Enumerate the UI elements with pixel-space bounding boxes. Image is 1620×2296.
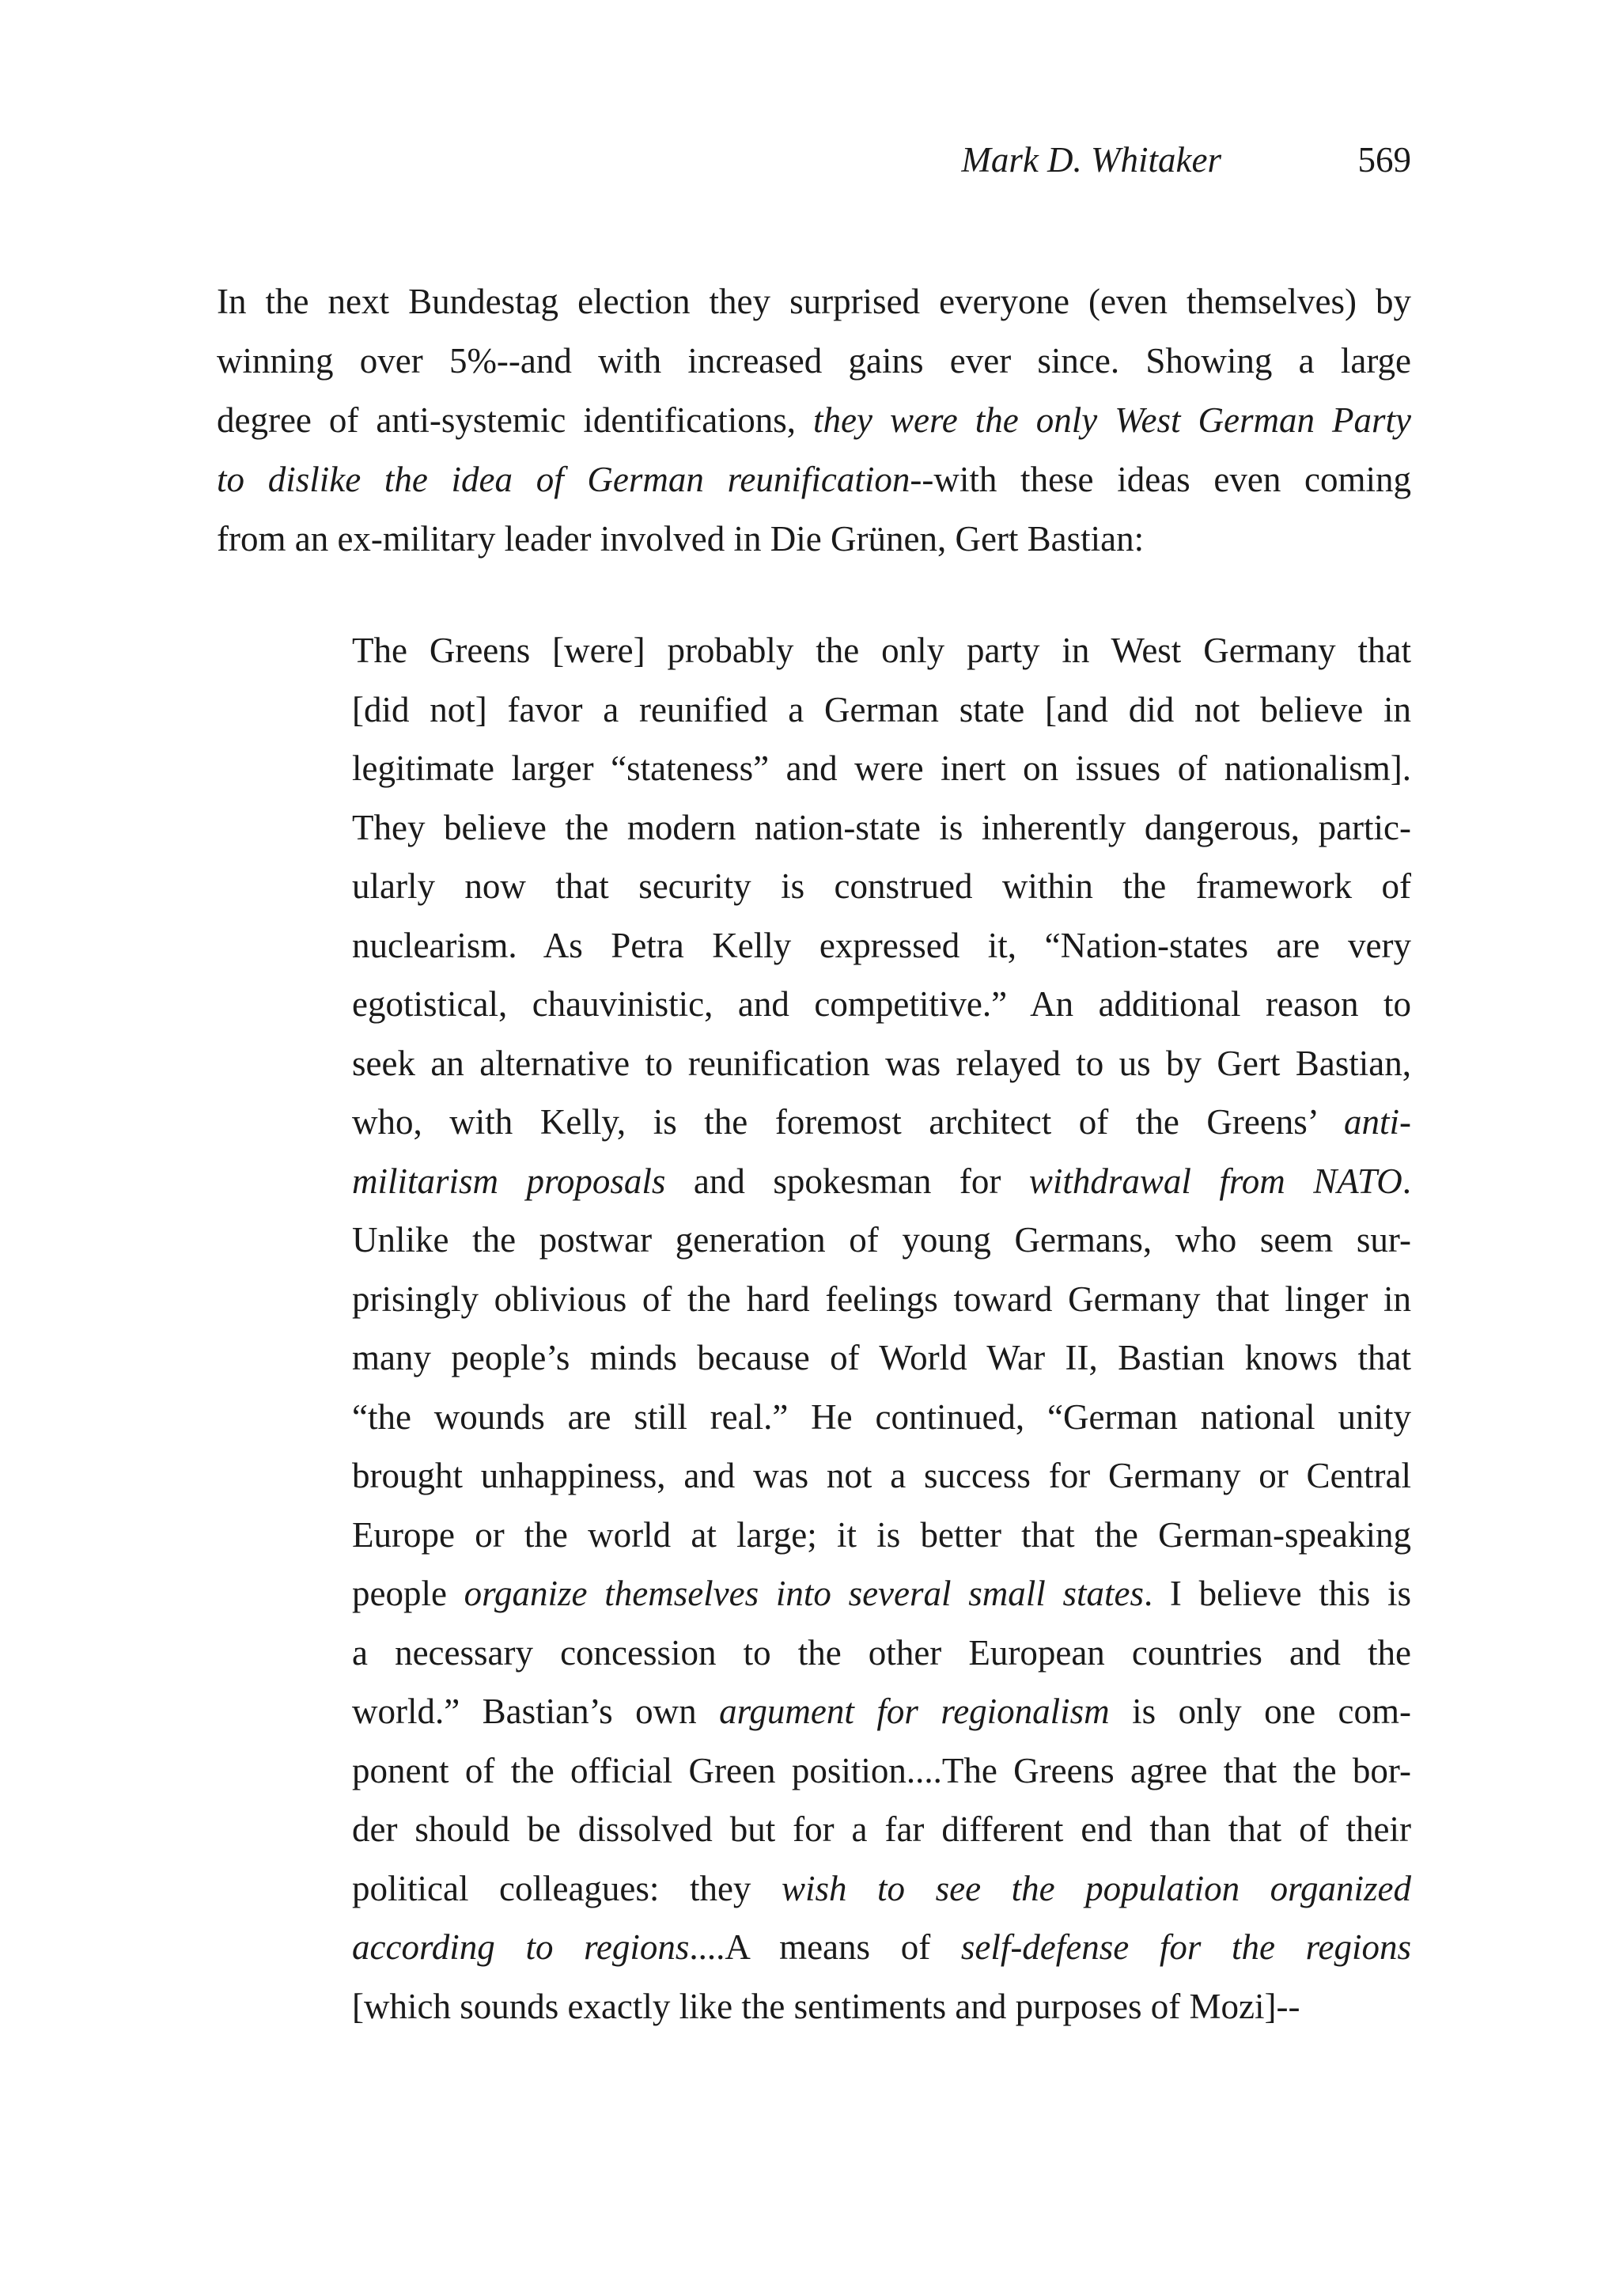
running-head-author: Mark D. Whitaker: [961, 140, 1221, 180]
text-run: legitimate larger “stateness” and were inert on issues of nationalism].: [352, 748, 1411, 788]
italic-text: to dislike the idea of German reunification: [217, 460, 910, 499]
quote-line: [352, 680, 1411, 740]
text-run: nuclearism. As Petra Kelly expressed it, “Nation-states are very: [352, 925, 1411, 965]
italic-text: organize themselves into several small states: [464, 1574, 1144, 1613]
running-head: [217, 136, 1411, 184]
quote-line: [352, 1506, 1411, 1565]
quote-line: [352, 1270, 1411, 1329]
quote-line: [352, 1093, 1411, 1152]
text-run: winning over 5%--and with increased gains ever since. Showing a large: [217, 341, 1411, 381]
text-run: ularly now that security is construed within the framework of: [352, 866, 1411, 906]
text-run: The Greens [were] probably the only party in West Germany that: [352, 631, 1411, 670]
quote-line: [352, 1211, 1411, 1270]
block-quote: [352, 621, 1411, 2036]
text-run: [which sounds exactly like the sentiments and purposes of Mozi]--: [352, 1986, 1300, 2026]
text-run: political colleagues: they: [352, 1868, 782, 1908]
quote-line: [352, 798, 1411, 858]
quote-line: [352, 1152, 1411, 1211]
text-run: Europe or the world at large; it is better that the German-speaking: [352, 1514, 1411, 1555]
quote-line: [352, 1328, 1411, 1388]
text-run: prisingly oblivious of the hard feelings toward Germany that linger in: [352, 1279, 1411, 1319]
text-run: .: [1402, 1161, 1412, 1201]
quote-line: [352, 1623, 1411, 1683]
text-run: ....A means of: [689, 1927, 961, 1967]
italic-text: militarism proposals: [352, 1161, 666, 1201]
text-run: degree of anti-systemic identifications,: [217, 400, 814, 440]
body-line: [217, 272, 1411, 332]
text-run: and spokesman for: [665, 1161, 1029, 1201]
italic-text: self-defense for the regions: [960, 1927, 1411, 1967]
text-run: ponent of the official Green position....The Greens agree that the bor-: [352, 1750, 1411, 1790]
body-line: [217, 332, 1411, 391]
body-line: [217, 510, 1411, 569]
quote-line: [352, 1859, 1411, 1919]
quote-line: [352, 1034, 1411, 1093]
italic-text: they were the only West German Party: [813, 400, 1411, 440]
text-run: seek an alternative to reunification was relayed to us by Gert Bastian,: [352, 1043, 1411, 1083]
text-run: brought unhappiness, and was not a success for Germany or Central: [352, 1456, 1411, 1495]
text-run: They believe the modern nation-state is inherently dangerous, partic-: [352, 807, 1411, 847]
body-paragraph: [217, 272, 1411, 569]
text-run: --with these ideas even coming: [910, 460, 1411, 499]
text-run: der should be dissolved but for a far different end than that of their: [352, 1809, 1411, 1849]
quote-line: [352, 916, 1411, 976]
italic-text: argument for regionalism: [719, 1692, 1110, 1731]
italic-text: withdrawal from NATO: [1028, 1161, 1402, 1201]
text-run: world.” Bastian’s own: [352, 1692, 720, 1731]
text-run: Unlike the postwar generation of young Germans, who seem sur-: [352, 1220, 1411, 1260]
text-run: is only one com-: [1109, 1692, 1411, 1731]
text-run: “the wounds are still real.” He continued, “German national unity: [352, 1396, 1411, 1437]
quote-line: [352, 739, 1411, 798]
quote-line: [352, 1446, 1411, 1506]
text-run: In the next Bundestag election they surprised everyone (even themselves) by: [217, 282, 1411, 321]
quote-line: [352, 1977, 1411, 2036]
quote-line: [352, 1682, 1411, 1741]
quote-line: [352, 857, 1411, 916]
quote-line: [352, 1918, 1411, 1977]
italic-text: wish to see the population organized: [781, 1868, 1411, 1908]
text-run: who, with Kelly, is the foremost architect of the Greens’: [352, 1102, 1344, 1142]
quote-line: [352, 1388, 1411, 1447]
italic-text: according to regions: [352, 1927, 690, 1967]
body-line: [217, 391, 1411, 450]
text-run: . I believe this is: [1143, 1574, 1411, 1613]
quote-line: [352, 975, 1411, 1034]
quote-line: [352, 1741, 1411, 1801]
text-run: [did not] favor a reunified a German state [and did not believe in: [352, 689, 1411, 729]
italic-text: anti-: [1344, 1102, 1411, 1142]
text-run: egotistical, chauvinistic, and competitive.” An additional reason to: [352, 984, 1411, 1024]
text-run: people: [352, 1574, 464, 1613]
page-number: 569: [1357, 140, 1411, 180]
quote-line: [352, 1564, 1411, 1623]
text-run: many people’s minds because of World War II, Bastian knows that: [352, 1338, 1411, 1377]
text-run: a necessary concession to the other European countries and the: [352, 1632, 1411, 1673]
quote-line: [352, 1800, 1411, 1859]
text-run: from an ex-military leader involved in Die Grünen, Gert Bastian:: [217, 519, 1145, 559]
body-line: [217, 450, 1411, 510]
quote-line: [352, 621, 1411, 680]
